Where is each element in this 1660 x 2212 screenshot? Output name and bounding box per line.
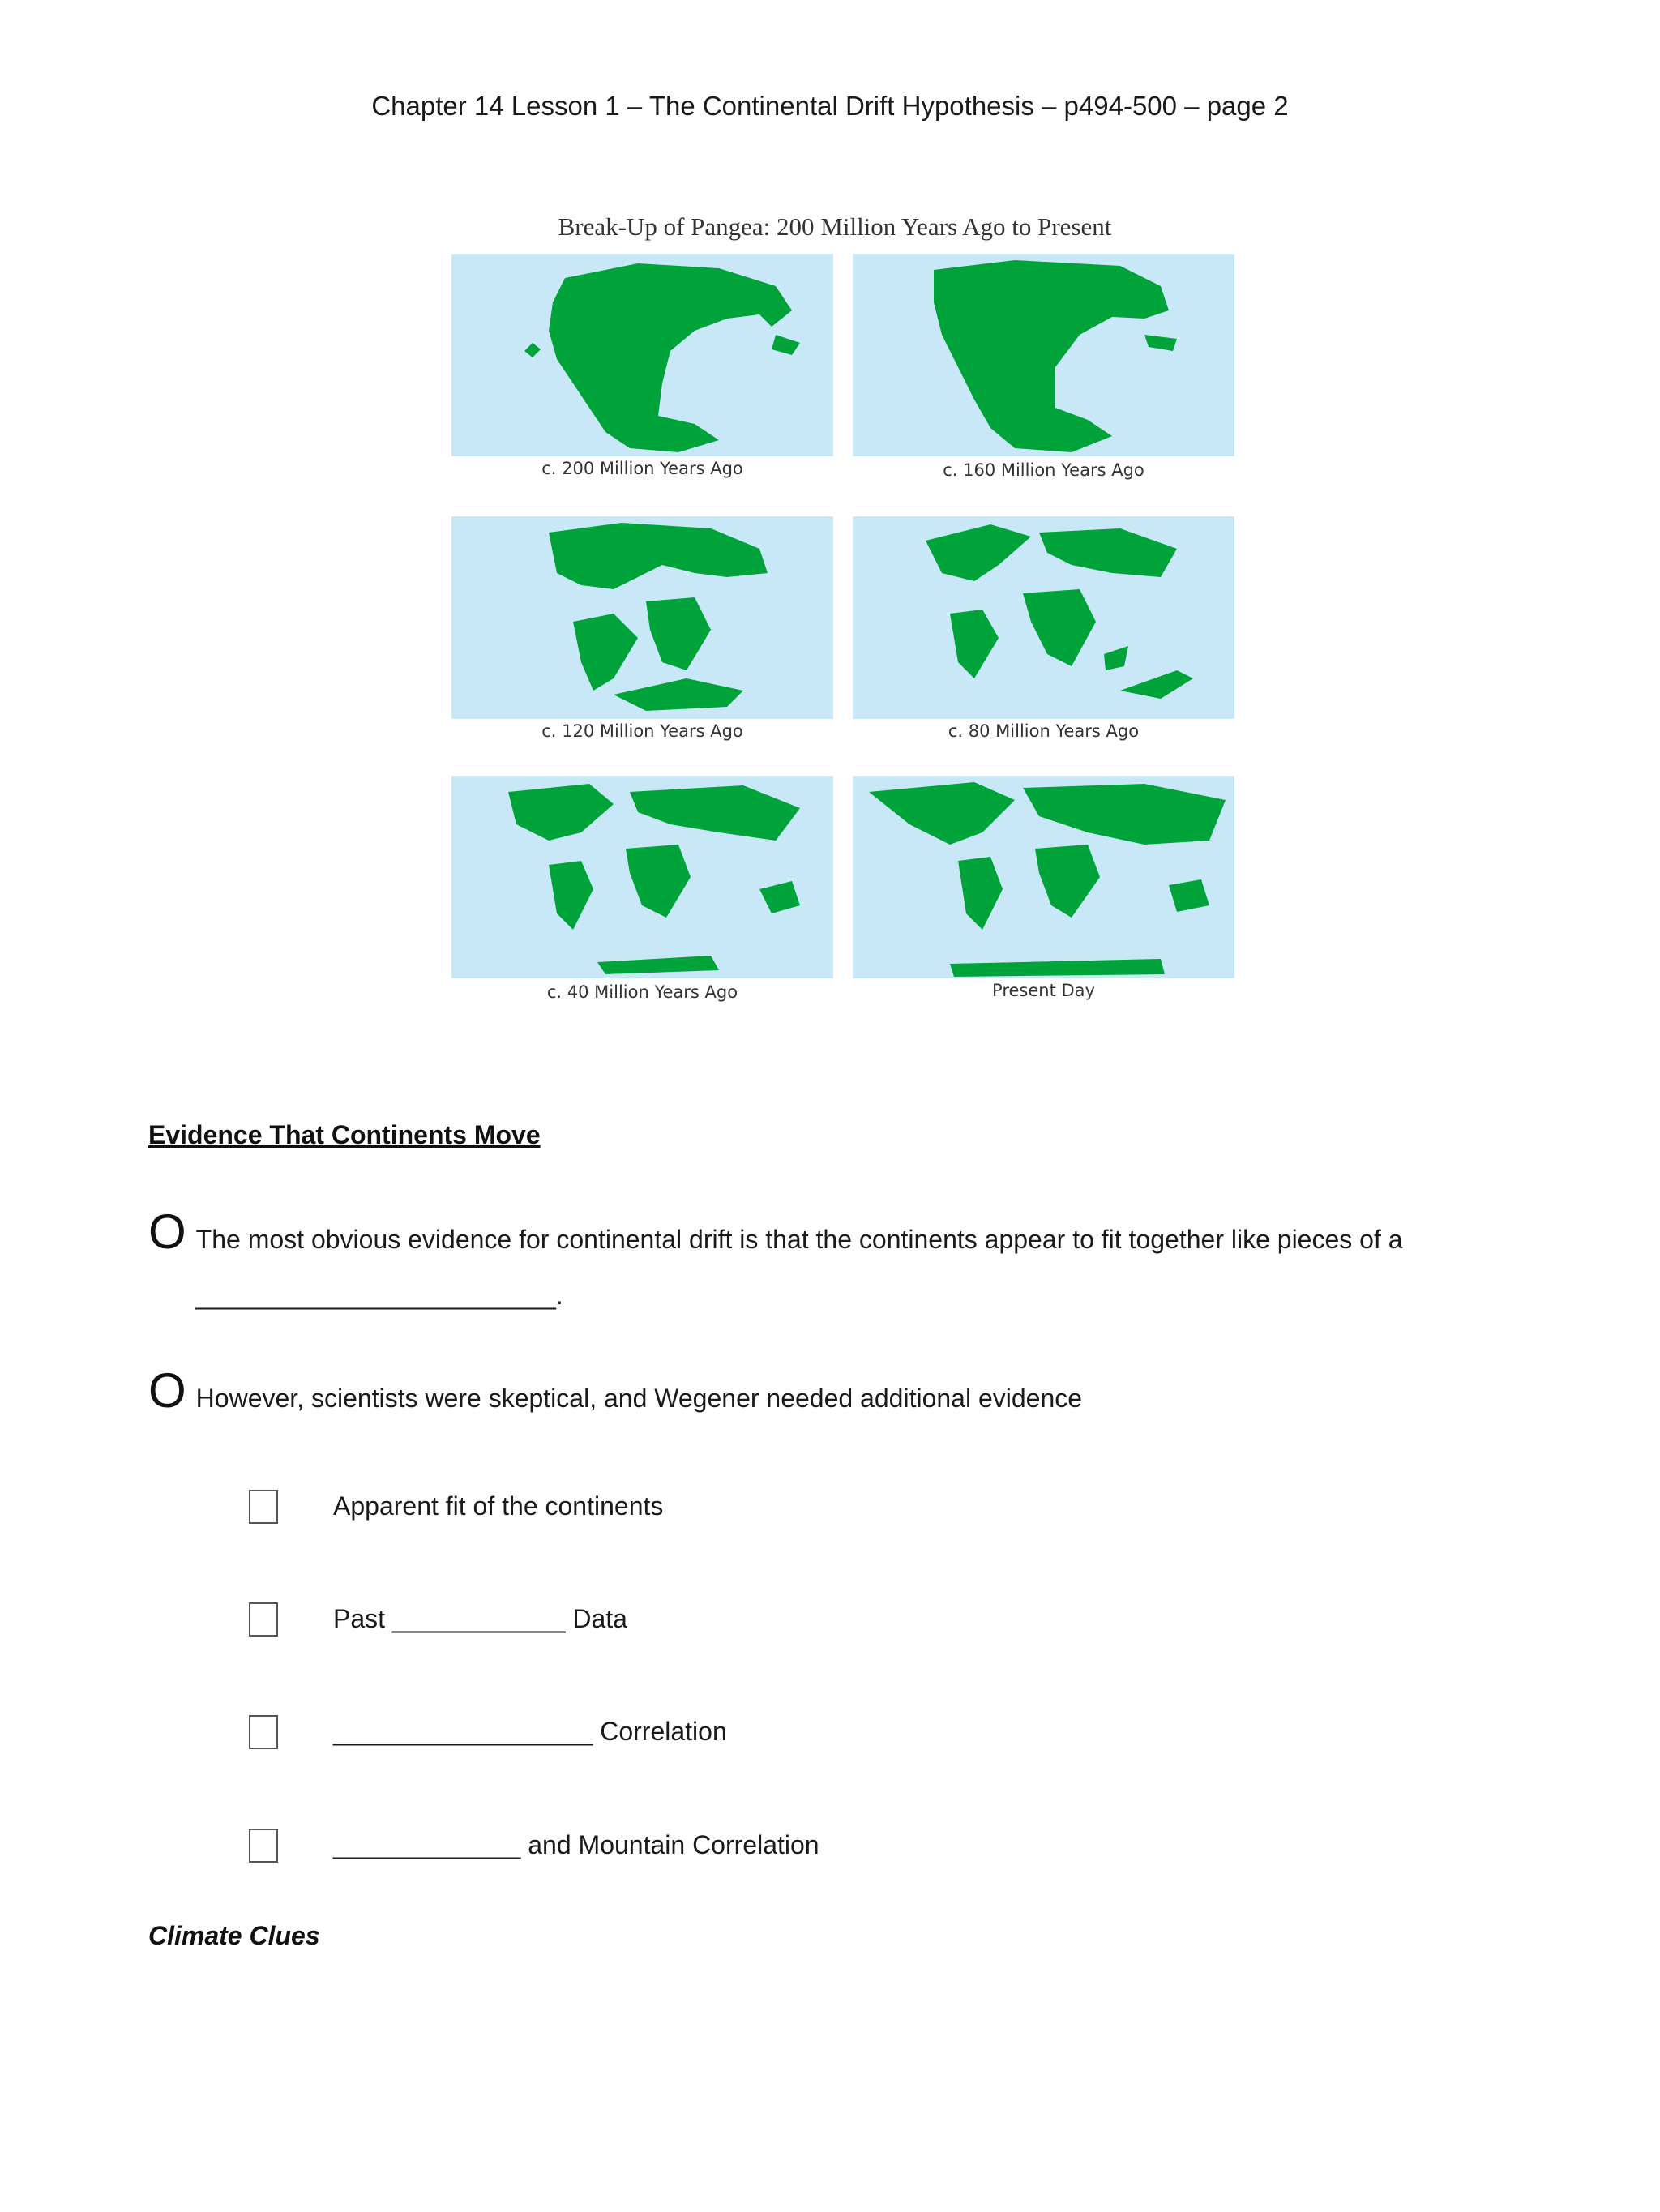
map-panel-present [853,776,1234,978]
caption-80ma: c. 80 Million Years Ago [948,721,1140,741]
bullet-text: The most obvious evidence for continental drift is that the continents appear to fit together like pieces of a [195,1225,1403,1254]
caption-120ma: c. 120 Million Years Ago [541,721,743,741]
pangea-200ma-map [451,254,833,456]
caption-present: Present Day [992,981,1095,1000]
subsection-title: Climate Clues [148,1921,320,1950]
checklist-item [249,1602,627,1637]
map-panel-160ma [853,254,1234,456]
bullet-item [148,1363,1083,1418]
map-panel-200ma [451,254,833,456]
fill-in-blank[interactable]: _________________________. [195,1281,563,1310]
earth-40ma-map [451,776,833,978]
checklist-label: _____________ and Mountain Correlation [333,1830,819,1859]
checklist-label: Apparent fit of the continents [333,1491,664,1521]
checklist-item [249,1715,727,1749]
map-panel-40ma [451,776,833,978]
map-panel-120ma [451,516,833,719]
earth-present-map [853,776,1234,978]
pangea-120ma-map [451,516,833,719]
page-header: Chapter 14 Lesson 1 – The Continental Drift Hypothesis – p494-500 – page 2 [371,91,1289,121]
checkbox[interactable] [249,1602,278,1637]
checkbox[interactable] [249,1829,278,1863]
bullet-glyph: O [148,1363,186,1418]
pangea-160ma-map [853,254,1234,456]
bullet-glyph: O [148,1204,186,1259]
checklist-item [249,1829,819,1863]
map-panel-80ma [853,516,1234,719]
checklist-item [249,1490,664,1524]
bullet-item [148,1204,1403,1259]
checkbox[interactable] [249,1715,278,1749]
caption-40ma: c. 40 Million Years Ago [546,982,738,1002]
checklist-label: Past ____________ Data [333,1604,627,1633]
pangea-80ma-map [853,516,1234,719]
bullet-text: However, scientists were skeptical, and Wegener needed additional evidence [195,1384,1083,1413]
section-title: Evidence That Continents Move [148,1120,541,1149]
figure-title: Break-Up of Pangea: 200 Million Years Ago to Present [558,212,1112,241]
checklist-label: __________________ Correlation [333,1717,727,1746]
caption-200ma: c. 200 Million Years Ago [541,459,743,478]
checkbox[interactable] [249,1490,278,1524]
caption-160ma: c. 160 Million Years Ago [943,460,1144,480]
